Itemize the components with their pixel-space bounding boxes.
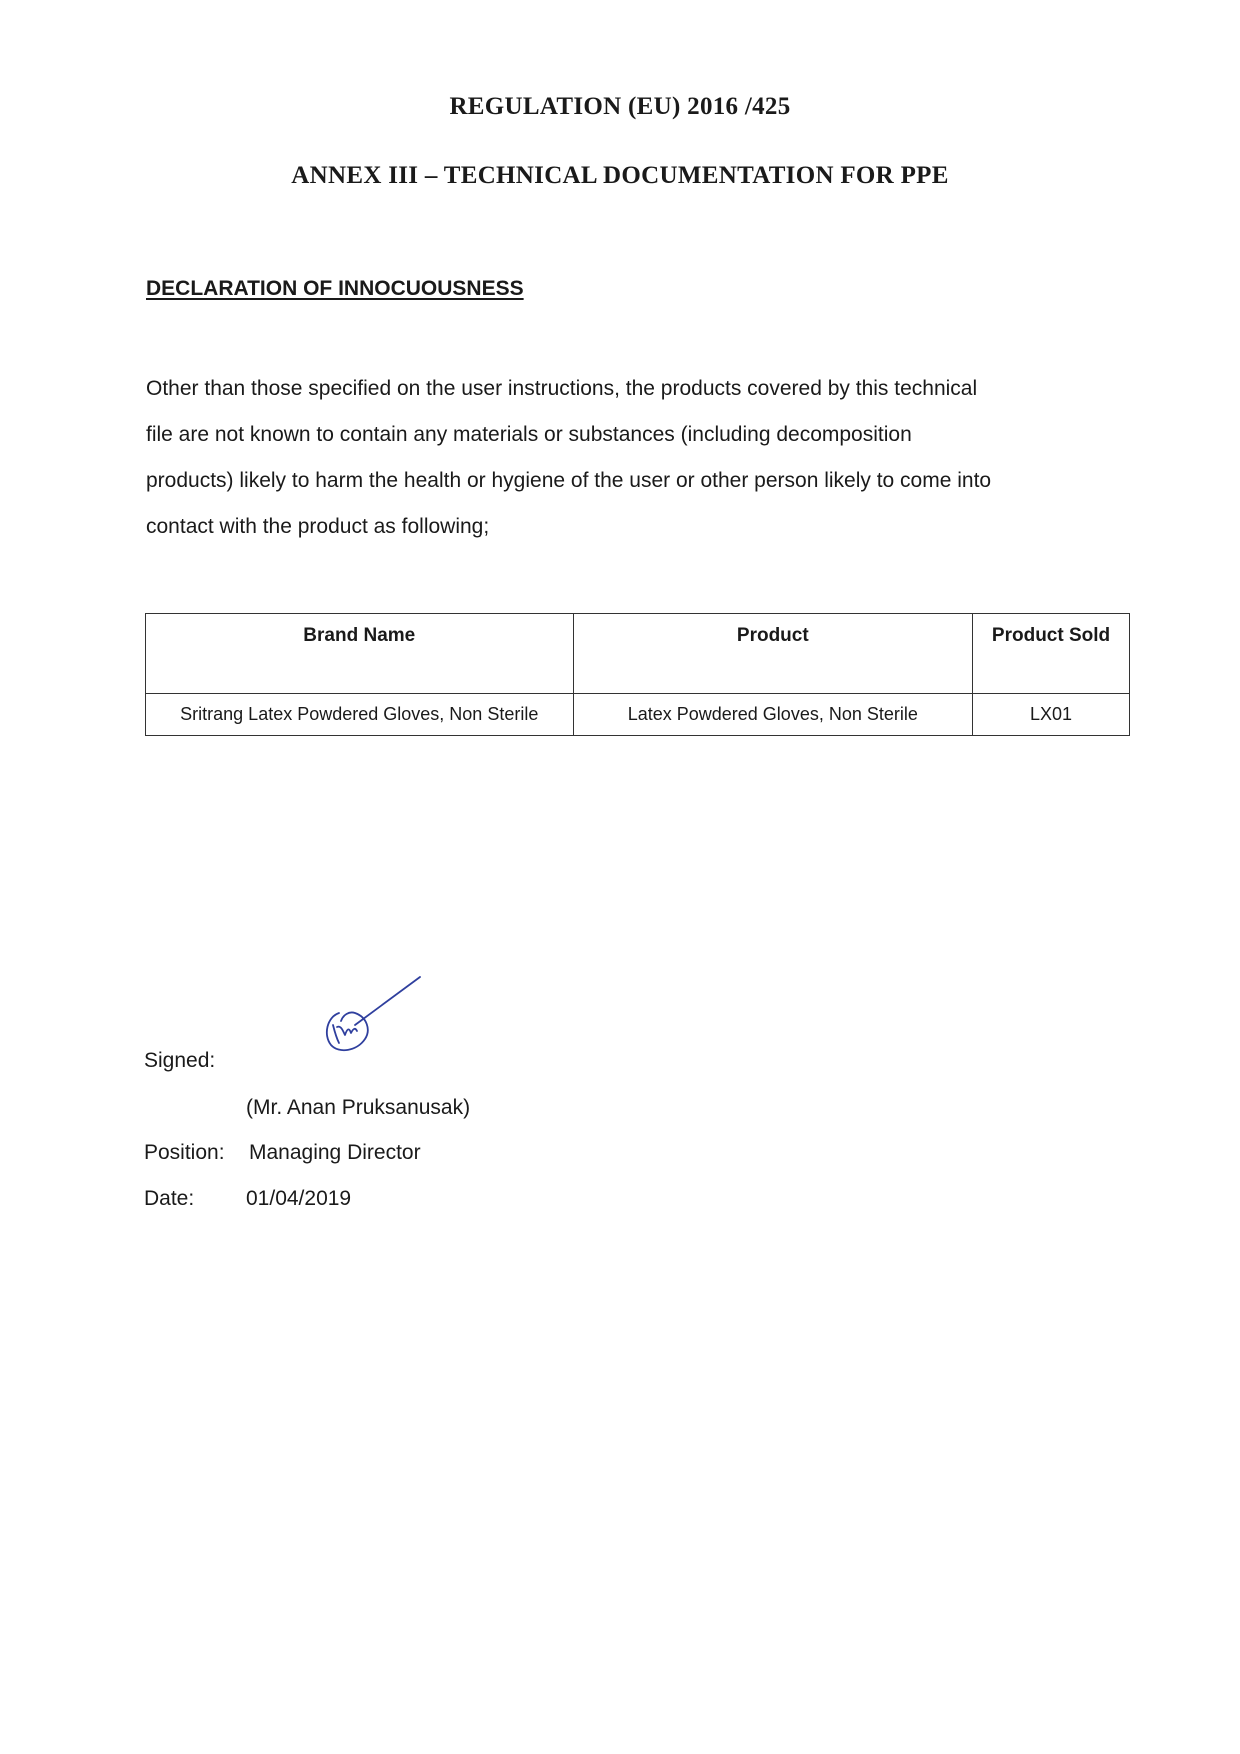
date-label: Date: bbox=[144, 1187, 195, 1210]
paragraph-line: products) likely to harm the health or hygiene of the user or other person likely to come into bbox=[146, 469, 992, 492]
handwritten-signature bbox=[315, 975, 430, 1065]
header-product: Product bbox=[573, 614, 973, 694]
position-value: Managing Director bbox=[249, 1141, 421, 1164]
document-subtitle: ANNEX III – TECHNICAL DOCUMENTATION FOR PPE bbox=[291, 162, 949, 189]
signer-name: (Mr. Anan Pruksanusak) bbox=[246, 1096, 471, 1119]
section-heading: DECLARATION OF INNOCUOUSNESS bbox=[146, 277, 524, 300]
header-product-sold: Product Sold bbox=[973, 614, 1130, 694]
cell-product-sold: LX01 bbox=[973, 694, 1130, 736]
table-row bbox=[146, 694, 1130, 736]
cell-brand-name: Sritrang Latex Powdered Gloves, Non Sterile bbox=[146, 694, 574, 736]
paragraph-line: Other than those specified on the user instructions, the products covered by this technical bbox=[146, 377, 978, 400]
position-label: Position: bbox=[144, 1141, 225, 1164]
date-value: 01/04/2019 bbox=[246, 1187, 352, 1210]
paragraph-line: file are not known to contain any materials or substances (including decomposition bbox=[146, 423, 912, 446]
product-table bbox=[145, 613, 1130, 736]
signed-label: Signed: bbox=[144, 1049, 216, 1072]
header-brand-name: Brand Name bbox=[146, 614, 574, 694]
cell-product: Latex Powdered Gloves, Non Sterile bbox=[573, 694, 973, 736]
declaration-paragraph bbox=[146, 366, 1136, 550]
signature-strokes bbox=[327, 977, 420, 1050]
document-title: REGULATION (EU) 2016 /425 bbox=[449, 93, 791, 120]
paragraph-line: contact with the product as following; bbox=[146, 515, 490, 538]
table-header-row bbox=[146, 614, 1130, 694]
